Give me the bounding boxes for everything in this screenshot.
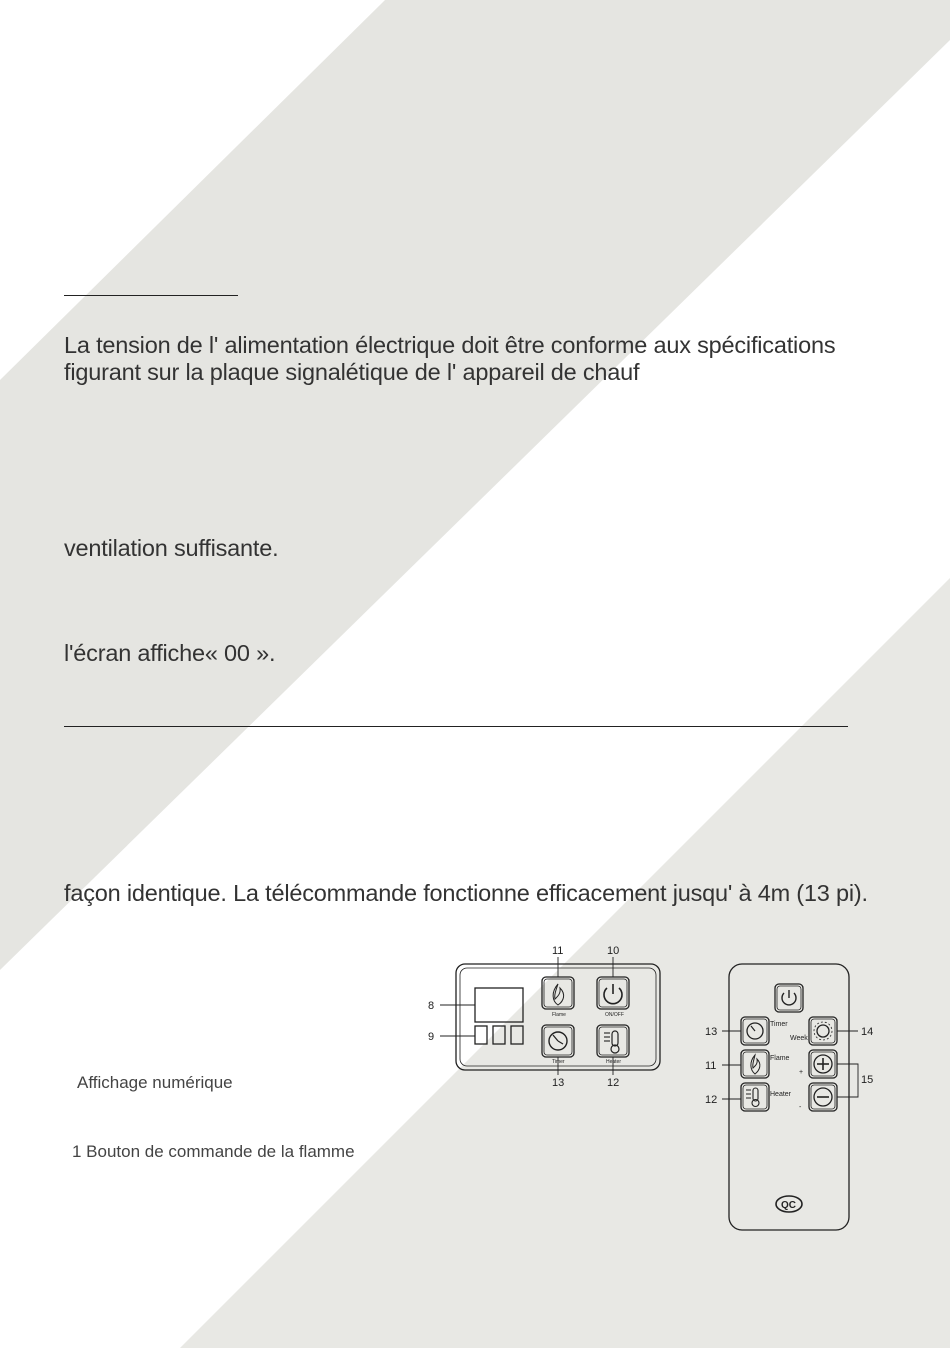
remote-week-label: Week xyxy=(790,1035,808,1042)
remote-heater-label: Heater xyxy=(770,1091,792,1098)
remote-callout-11: 11 xyxy=(705,1060,717,1072)
legend-digital-display: Affichage numérique xyxy=(77,1073,233,1092)
thermometer-icon xyxy=(612,1031,618,1046)
panel-display xyxy=(475,988,523,1022)
paragraph-ventilation: ventilation suffisante. xyxy=(64,535,279,561)
paragraph-remote-range: façon identique. La télécommande fonctionne efficacement jusqu' à 4m (13 pi). xyxy=(64,880,868,906)
paragraph-voltage-line2: figurant sur la plaque signalétique de l' appareil de chauf xyxy=(64,359,640,385)
panel-flame-label: Flame xyxy=(552,1012,566,1018)
panel-heater-label: Heater xyxy=(606,1059,622,1065)
control-panel xyxy=(440,957,660,1075)
callout-12: 12 xyxy=(607,1077,620,1089)
panel-timer-label: Timer xyxy=(552,1059,565,1065)
remote-flame-label: Flame xyxy=(770,1055,790,1062)
remote-week-button xyxy=(809,1017,837,1045)
callout-10: 10 xyxy=(607,945,620,957)
callout-8: 8 xyxy=(428,1000,435,1012)
remote-callout-15: 15 xyxy=(861,1074,874,1086)
panel-onoff-label: ON/OFF xyxy=(605,1012,624,1018)
callout-11: 11 xyxy=(552,945,564,957)
paragraph-display: l'écran affiche« 00 ». xyxy=(64,640,276,666)
paragraph-voltage-line1: La tension de l' alimentation électrique doit être conforme aux spécifications xyxy=(64,332,836,358)
callout-9: 9 xyxy=(428,1031,435,1043)
panel-flame-button xyxy=(542,977,574,1009)
panel-digit-1 xyxy=(475,1026,487,1044)
remote-logo-text: QC xyxy=(781,1200,796,1211)
callout-13: 13 xyxy=(552,1077,565,1089)
legend-flame-button: 1 Bouton de commande de la flamme xyxy=(72,1142,355,1161)
remote-callout-12: 12 xyxy=(705,1094,718,1106)
remote-timer-label: Timer xyxy=(770,1021,788,1028)
remote-callout-13: 13 xyxy=(705,1026,718,1038)
remote-gear-icon xyxy=(817,1025,829,1037)
remote-plus-label: + xyxy=(799,1069,804,1076)
panel-digit-3 xyxy=(511,1026,523,1044)
panel-digit-2 xyxy=(493,1026,505,1044)
remote-callout-14: 14 xyxy=(861,1026,874,1038)
flame-icon xyxy=(553,984,564,1005)
remote-flame-icon xyxy=(751,1055,760,1074)
remote-minus-label: - xyxy=(799,1104,802,1111)
